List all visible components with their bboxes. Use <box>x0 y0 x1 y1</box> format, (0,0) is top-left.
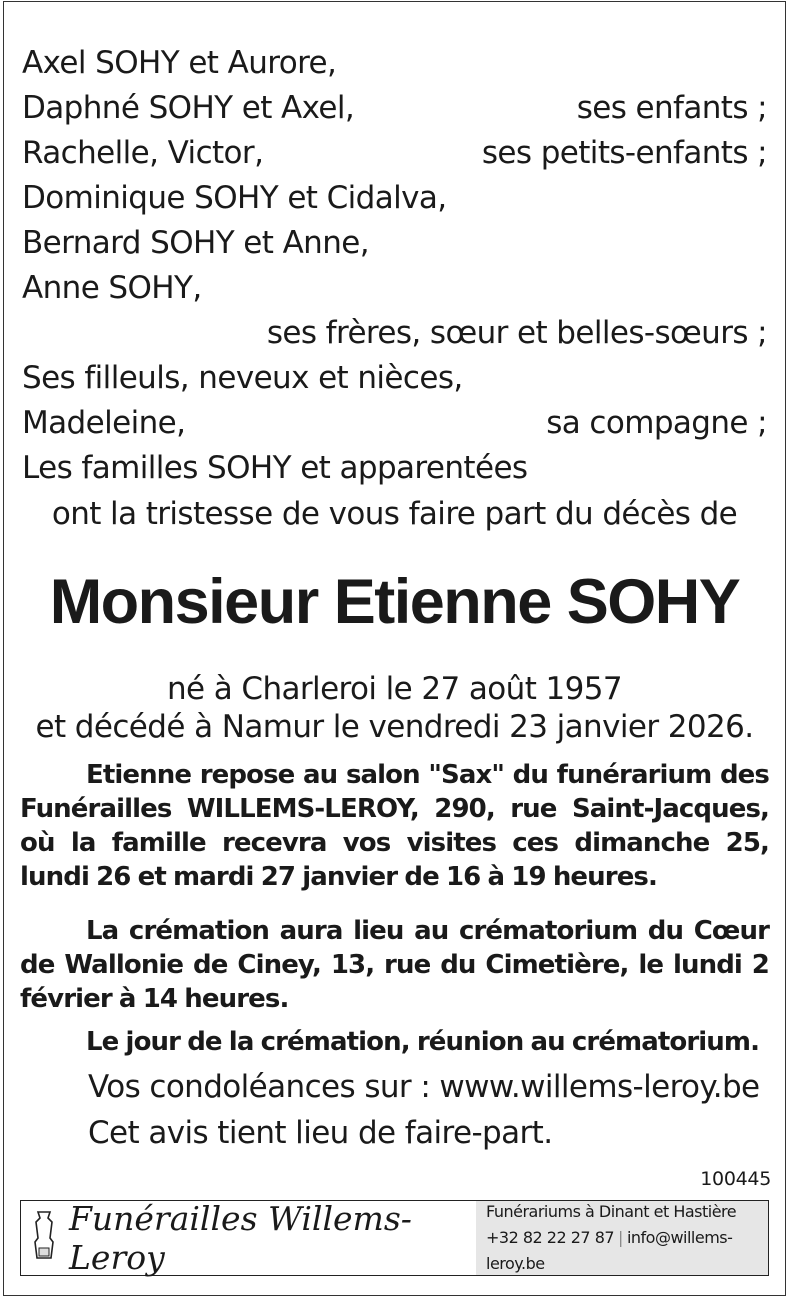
reunion-paragraph <box>20 1025 769 1059</box>
condolences-text: Vos condoléances sur : www.willems-leroy.be <box>88 1069 760 1105</box>
email-link[interactable]: info@willems-leroy.be <box>486 1228 733 1273</box>
contact-separator: | <box>618 1228 623 1247</box>
cremation-text: La crémation aura lieu au crématorium du Cœur de Wallonie de Ciney, 13, rue du Cimetière, le lundi 2 février à 14 heures. <box>20 916 769 1014</box>
announcement-text: ont la tristesse de vous faire part du décès de <box>51 496 738 532</box>
family-member: Dominique SOHY et Cidalva, <box>22 180 447 216</box>
relation-label: ses enfants ; <box>576 90 767 126</box>
family-member: Madeleine, <box>22 405 186 441</box>
reunion-text: Le jour de la crémation, réunion au crématorium. <box>86 1027 760 1057</box>
relation-label: sa compagne ; <box>546 405 767 441</box>
funeral-home-banner <box>20 1200 769 1276</box>
brand-name: Funérailles Willems-Leroy <box>69 1199 412 1277</box>
family-member: Bernard SOHY et Anne, <box>22 225 370 261</box>
cremation-paragraph <box>20 914 769 1016</box>
deceased-name: Monsieur Etienne SOHY <box>49 567 740 637</box>
reference-number: 100445 <box>700 1168 771 1190</box>
obituary-card <box>3 1 786 1296</box>
birth-info: né à Charleroi le 27 août 1957 <box>167 671 622 707</box>
relation-label: ses frères, sœur et belles-sœurs ; <box>266 315 767 351</box>
notice-text: Cet avis tient lieu de faire-part. <box>88 1115 553 1151</box>
urn-icon <box>29 1208 59 1268</box>
family-member: Axel SOHY et Aurore, <box>22 45 337 81</box>
visitation-text: Etienne repose au salon "Sax" du funérarium des Funérailles WILLEMS-LEROY, 290, rue Saint-Jacques, où la famille recevra vos visites ces dimanche 25, lundi 26 et mardi 27 janvier de 16 à 19 heures. <box>20 760 769 892</box>
locations-text: Funérariums à Dinant et Hastière <box>486 1202 737 1221</box>
family-member: Daphné SOHY et Axel, <box>22 90 355 126</box>
death-info: et décédé à Namur le vendredi 23 janvier 2026. <box>35 709 754 745</box>
relation-label: ses petits-enfants ; <box>481 135 767 171</box>
family-member: Les familles SOHY et apparentées <box>22 450 528 486</box>
family-member: Rachelle, Victor, <box>22 135 264 171</box>
contact-line <box>486 1225 768 1277</box>
banner-contact <box>476 1201 768 1275</box>
family-member: Anne SOHY, <box>22 270 202 306</box>
family-member: Ses filleuls, neveux et nièces, <box>22 360 463 396</box>
banner-brand <box>21 1201 476 1275</box>
visitation-paragraph <box>20 758 769 894</box>
phone-number: +32 82 22 27 87 <box>486 1228 615 1247</box>
